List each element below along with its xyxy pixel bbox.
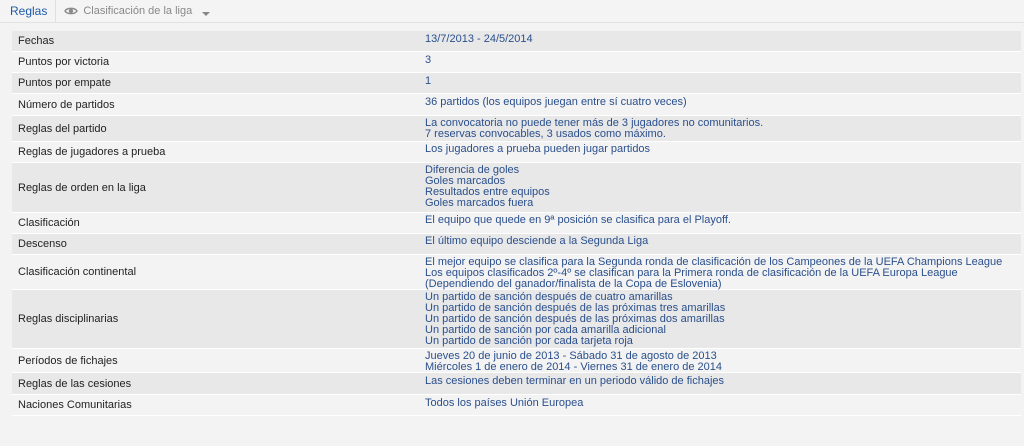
rule-row xyxy=(12,213,1021,234)
rule-row xyxy=(12,94,1021,116)
eye-icon xyxy=(64,4,78,18)
rule-value-line: El equipo que quede en 9ª posición se clasifica para el Playoff. xyxy=(425,214,731,226)
rule-value-line: Jueves 20 de junio de 2013 - Sábado 31 de agosto de 2013 xyxy=(425,350,717,362)
rule-value-line: Los jugadores a prueba pueden jugar partidos xyxy=(425,143,651,155)
rule-value xyxy=(425,31,1021,45)
rule-label: Descenso xyxy=(18,238,67,250)
rule-value-line: 3 xyxy=(425,54,432,66)
rule-value xyxy=(425,94,1021,108)
rules-table xyxy=(12,31,1021,416)
rule-row xyxy=(12,290,1021,349)
rule-row xyxy=(12,163,1021,213)
rule-value-line: 13/7/2013 - 24/5/2014 xyxy=(425,33,533,45)
rule-value-line: Goles marcados fuera xyxy=(425,197,534,209)
rule-value-line: El último equipo desciende a la Segunda Liga xyxy=(425,235,649,247)
rule-row xyxy=(12,142,1021,163)
rule-label: Puntos por victoria xyxy=(18,56,110,68)
rule-value-line: La convocatoria no puede tener más de 3 jugadores no comunitarios. xyxy=(425,117,764,129)
rule-row xyxy=(12,349,1021,373)
rule-row xyxy=(12,255,1021,290)
rule-value-line: Diferencia de goles xyxy=(425,164,520,176)
rule-value xyxy=(425,73,1021,87)
rule-row xyxy=(12,52,1021,73)
rule-row xyxy=(12,373,1021,395)
tab-rules[interactable]: Reglas xyxy=(0,0,56,22)
rule-value xyxy=(425,395,1021,409)
rule-value xyxy=(425,349,1021,373)
rule-value-line: Un partido de sanción por cada tarjeta roja xyxy=(425,335,633,347)
rule-value-line: Las cesiones deben terminar en un periodo válido de fichajes xyxy=(425,375,725,387)
rule-value xyxy=(425,142,1021,155)
view-selector-label: Clasificación de la liga xyxy=(83,5,193,17)
rule-value-line: El mejor equipo se clasifica para la Segunda ronda de clasificación de los Campeones de la UEFA Champions League xyxy=(425,256,1003,268)
rule-label: Naciones Comunitarias xyxy=(18,399,132,411)
rule-value xyxy=(425,255,1021,290)
rule-label: Reglas de jugadores a prueba xyxy=(18,146,166,158)
rule-label: Número de partidos xyxy=(18,98,115,111)
rule-label: Puntos por empate xyxy=(18,77,111,89)
rule-label: Fechas xyxy=(18,35,55,47)
rule-row xyxy=(12,395,1021,416)
rule-row xyxy=(12,234,1021,255)
rule-value-line: (Dependiendo del ganador/finalista de la Copa de Eslovenia) xyxy=(425,278,722,290)
rule-row xyxy=(12,116,1021,142)
rule-value-line: Un partido de sanción después de cuatro amarillas xyxy=(425,291,673,303)
rule-label: Clasificación xyxy=(18,217,80,229)
rule-value-line: Los equipos clasificados 2º-4º se clasifican para la Primera ronda de clasificación de la UEFA Europa League xyxy=(425,267,958,279)
rule-value xyxy=(425,163,1021,209)
rule-value xyxy=(425,116,1021,140)
rule-value-line: Un partido de sanción después de las próximas tres amarillas xyxy=(425,302,726,314)
rule-value xyxy=(425,213,1021,226)
rule-value-line: Miércoles 1 de enero de 2014 - Viernes 31 de enero de 2014 xyxy=(425,361,723,373)
rule-value-line: 1 xyxy=(425,75,432,87)
rule-value xyxy=(425,52,1021,66)
rule-value-line: 7 reservas convocables, 3 usados como máximo. xyxy=(425,128,666,140)
rule-value-line: Todos los países Unión Europea xyxy=(425,397,584,409)
rule-row xyxy=(12,73,1021,94)
chevron-down-icon xyxy=(202,8,210,14)
view-selector-dropdown[interactable] xyxy=(56,0,210,22)
rule-label: Períodos de fichajes xyxy=(18,354,118,367)
rule-value xyxy=(425,373,1021,387)
rule-value xyxy=(425,234,1021,247)
rule-label: Reglas de las cesiones xyxy=(18,377,132,390)
rule-value-line: Goles marcados xyxy=(425,175,506,187)
rule-value-line: Un partido de sanción después de las próximas dos amarillas xyxy=(425,313,725,325)
tab-bar xyxy=(0,0,1024,23)
rule-label: Reglas de orden en la liga xyxy=(18,181,146,194)
rule-label: Reglas disciplinarias xyxy=(18,313,119,325)
rule-value xyxy=(425,290,1021,347)
rule-row xyxy=(12,31,1021,52)
rule-value-line: 36 partidos (los equipos juegan entre sí cuatro veces) xyxy=(425,96,687,108)
rule-label: Clasificación continental xyxy=(18,266,137,278)
rule-label: Reglas del partido xyxy=(18,122,107,135)
rule-value-line: Resultados entre equipos xyxy=(425,186,550,198)
rule-value-line: Un partido de sanción por cada amarilla adicional xyxy=(425,324,666,336)
